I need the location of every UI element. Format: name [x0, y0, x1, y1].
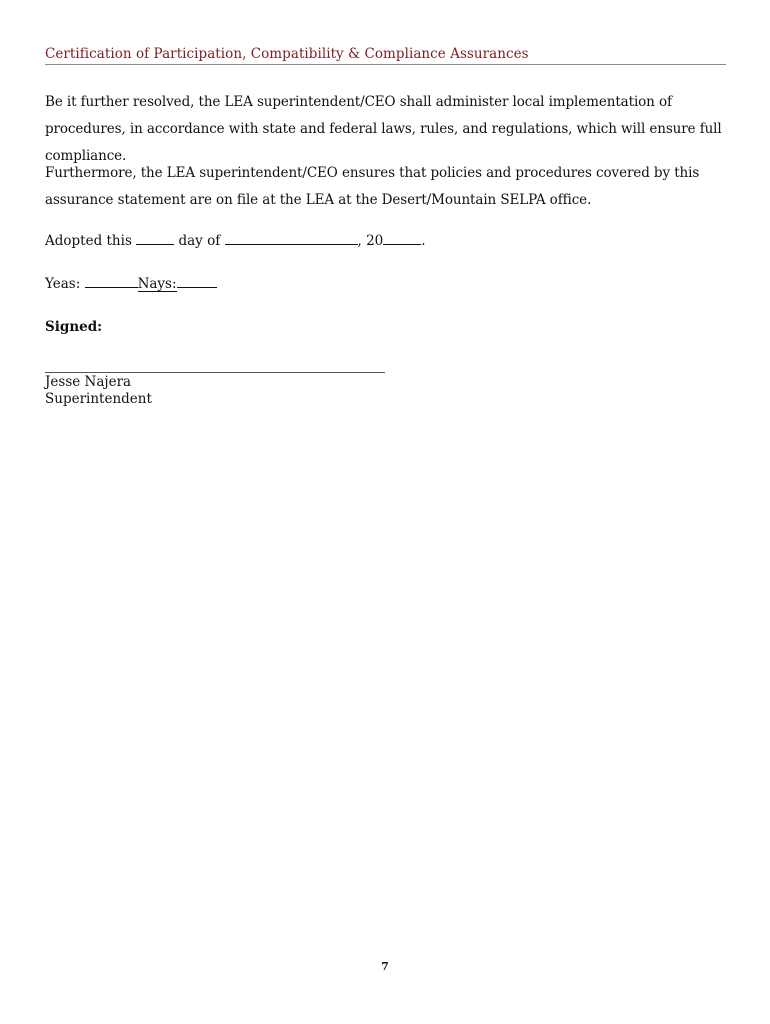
adopted-line — [45, 233, 426, 249]
yeas-blank[interactable] — [85, 276, 138, 288]
header-title: Certification of Participation, Compatibility & Compliance Assurances — [45, 46, 529, 62]
signatory-block — [45, 374, 152, 408]
paragraph-further-resolved: Be it further resolved, the LEA superintendent/CEO shall administer local implementation of procedures, in accordance with state and federal laws, rules, and regulations, which will ensure full compliance. — [45, 94, 722, 164]
signature-line[interactable] — [45, 372, 385, 373]
votes-line — [45, 276, 217, 292]
adopted-suffix: . — [421, 233, 426, 249]
signed-label: Signed: — [45, 319, 103, 335]
page-header — [45, 46, 726, 65]
day-blank[interactable] — [136, 233, 174, 245]
adopted-prefix: Adopted this — [45, 233, 132, 249]
paragraph-furthermore: Furthermore, the LEA superintendent/CEO ensures that policies and procedures covered by this assurance statement are on file at the LEA at the Desert/Mountain SELPA office. — [45, 165, 700, 208]
month-blank[interactable] — [225, 233, 358, 245]
day-of-text: day of — [178, 233, 221, 249]
yeas-label: Yeas: — [45, 276, 81, 292]
nays-blank[interactable] — [177, 276, 217, 288]
nays-label: Nays: — [137, 276, 177, 292]
year-blank[interactable] — [383, 233, 421, 245]
year-prefix: , 20 — [357, 233, 384, 249]
signatory-name: Jesse Najera — [45, 374, 132, 390]
signatory-title: Superintendent — [45, 391, 152, 407]
page-number: 7 — [381, 960, 389, 973]
